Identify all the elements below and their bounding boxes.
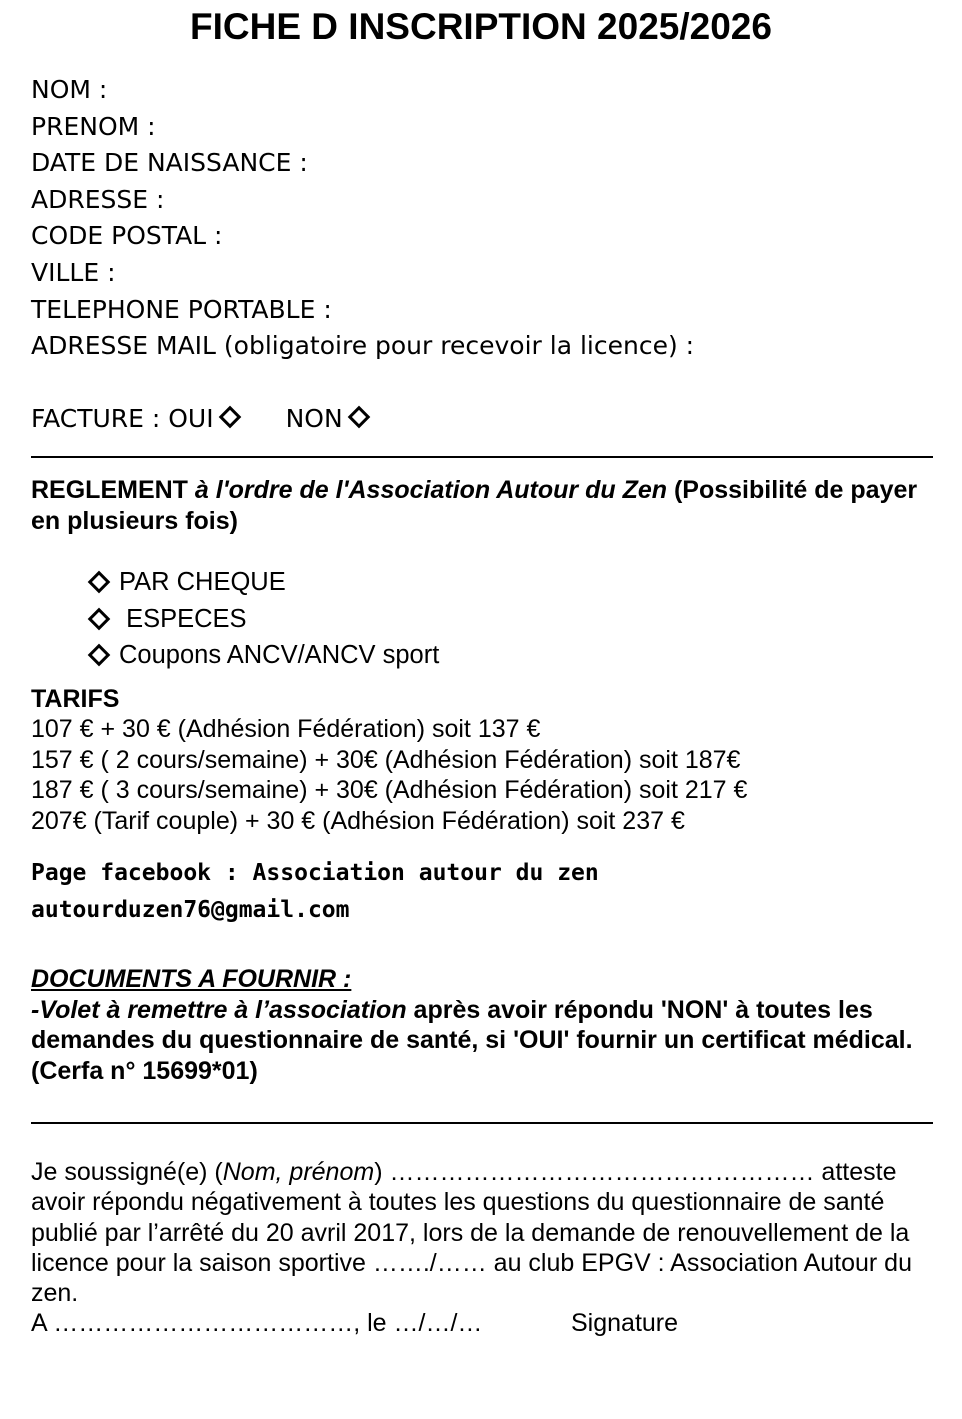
field-nom: NOM : (31, 75, 108, 104)
documents-rest: après avoir répondu 'NON' à toutes les demandes du questionnaire de santé, si 'OUI' fournir un certificat médical. (Cerfa n° 15699*01) (31, 995, 913, 1085)
divider (31, 1122, 933, 1124)
signature-label: Signature (571, 1309, 679, 1337)
divider (31, 456, 933, 458)
field-telephone: TELEPHONE PORTABLE : (31, 294, 332, 324)
signature-line (31, 1308, 679, 1338)
field-code-postal: CODE POSTAL : (31, 221, 223, 251)
field-email: ADRESSE MAIL (obligatoire pour recevoir la licence) : (31, 331, 695, 361)
reglement-note: (Possibilité de payer en plusieurs fois) (31, 476, 918, 535)
facture-non-label: NON (285, 404, 343, 433)
reglement-payee: à l'ordre de l'Association Autour du Zen (194, 476, 668, 504)
tarif-line: 107 € + 30 € (Adhésion Fédération) soit 137 € (31, 715, 541, 743)
tarif-line: 157 € ( 2 cours/semaine) + 30€ (Adhésion Fédération) soit 187€ (31, 745, 741, 774)
documents-section (31, 964, 936, 1086)
diamond-checkbox-icon[interactable] (88, 644, 111, 667)
attestation-rest: ) …………………………………………… atteste avoir répondu négativement à toutes les questions du questionnaire de santé publié par l’arrêté du 20 avril 2017, lors de la demande de renouvellement de la licence pour la saison sportive ……./…… au club EPGV : Association Autour du zen. (31, 1158, 912, 1308)
contact-email: autourduzen76@gmail.com (31, 897, 350, 923)
payment-option-label: PAR CHEQUE (119, 568, 286, 596)
payment-option-cheque[interactable] (89, 564, 439, 601)
payment-option-especes[interactable] (89, 601, 439, 638)
field-date-naissance: DATE DE NAISSANCE : (31, 148, 308, 178)
facture-non-option[interactable] (286, 401, 371, 437)
diamond-checkbox-icon[interactable] (88, 608, 111, 631)
documents-text (31, 995, 936, 1087)
form-title: FICHE D INSCRIPTION 2025/2026 (190, 6, 772, 47)
payment-options (89, 564, 439, 674)
attestation-start: Je soussigné(e) ( (31, 1158, 223, 1186)
contact-section (31, 855, 599, 929)
diamond-checkbox-icon[interactable] (347, 406, 370, 429)
facebook-page: Page facebook : Association autour du zen (31, 860, 599, 886)
payment-option-label: ESPECES (119, 604, 247, 633)
facture-oui-option[interactable] (31, 401, 242, 437)
place-date-line: A ………………………………, le …/…/… (31, 1309, 483, 1337)
attestation-name-hint: Nom, prénom (222, 1158, 375, 1186)
documents-heading: DOCUMENTS A FOURNIR : (31, 965, 352, 993)
diamond-checkbox-icon[interactable] (218, 406, 241, 429)
documents-italic-start: -Volet à remettre à l’association (31, 995, 407, 1024)
field-adresse: ADRESSE : (31, 184, 165, 214)
reglement-paragraph (31, 475, 931, 537)
tarif-line: 187 € ( 3 cours/semaine) + 30€ (Adhésion Fédération) soit 217 € (31, 776, 748, 804)
identity-fields (31, 72, 694, 365)
facture-oui-label: FACTURE : OUI (31, 404, 214, 433)
field-prenom: PRENOM : (31, 111, 156, 141)
tarifs-heading: TARIFS (31, 685, 120, 713)
facture-choice (31, 401, 371, 437)
attestation-paragraph (31, 1157, 936, 1308)
diamond-checkbox-icon[interactable] (88, 571, 111, 594)
payment-option-label: Coupons ANCV/ANCV sport (119, 641, 440, 670)
field-ville: VILLE : (31, 257, 116, 287)
tarif-line: 207€ (Tarif couple) + 30 € (Adhésion Fédération) soit 237 € (31, 806, 685, 835)
reglement-heading: REGLEMENT (31, 476, 195, 504)
tarifs-section (31, 684, 747, 836)
payment-option-ancv[interactable] (89, 637, 439, 674)
